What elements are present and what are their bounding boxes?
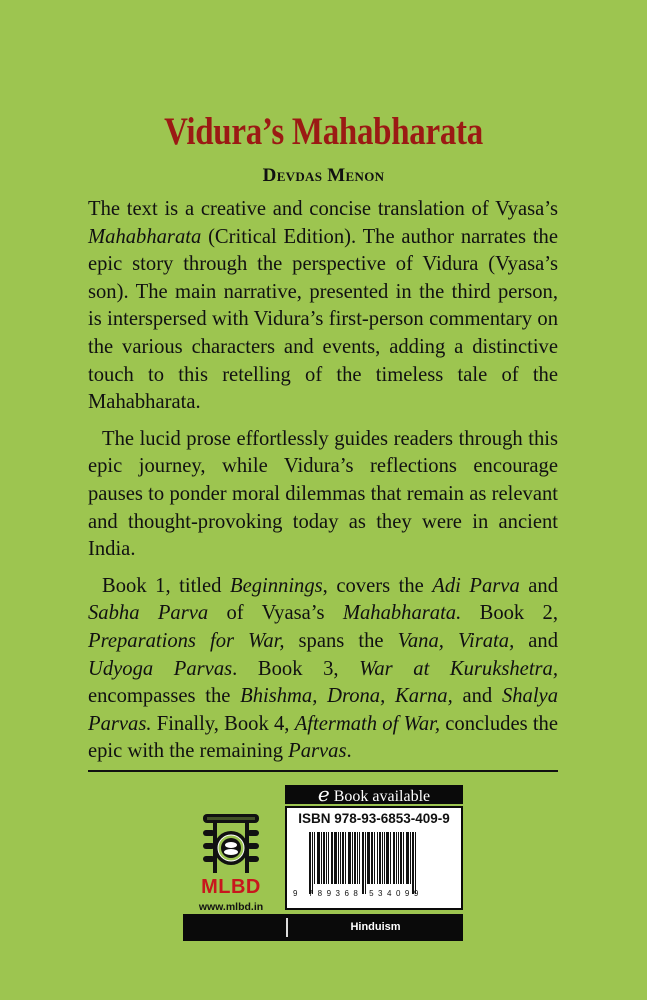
barcode-bar <box>326 832 327 884</box>
barcode-bar <box>317 832 320 884</box>
barcode-bar <box>345 832 346 884</box>
barcode-bar <box>323 832 325 884</box>
barcode-bar <box>396 832 397 884</box>
barcode-bar <box>403 832 404 884</box>
publisher-url: www.mlbd.in <box>198 901 264 913</box>
barcode-bar <box>340 832 341 884</box>
category-label: Hinduism <box>350 921 401 933</box>
barcode-bar <box>338 832 339 884</box>
publisher-logo <box>193 812 269 912</box>
isbn-label: ISBN 978-93-6853-409-9 <box>298 811 450 826</box>
author-name: Devdas Menon <box>262 165 385 186</box>
barcode-bar <box>377 832 378 884</box>
barcode-bar <box>374 832 375 884</box>
barcode-bar <box>406 832 409 884</box>
horizontal-divider <box>88 770 558 772</box>
barcode-digits: 9 789368 534099 <box>293 889 423 898</box>
barcode-bar <box>379 832 381 884</box>
barcode-bar <box>415 832 416 894</box>
barcode-bar <box>359 832 360 884</box>
isbn-barcode <box>285 806 463 910</box>
barcode-bar <box>321 832 322 884</box>
barcode-bar <box>393 832 395 884</box>
blurb-paragraph-2: The lucid prose effortlessly guides readers through this epic journey, while Vidura’s reflections encourage pauses to ponder moral dilemmas that remain as relevant and thought-provoking today as they were in ancient India. <box>88 427 558 561</box>
ebook-label: Book available <box>333 788 431 805</box>
barcode-bar <box>331 832 333 884</box>
barcode-bar <box>309 832 311 894</box>
barcode-bar <box>412 832 414 894</box>
mlbd-emblem-icon <box>201 812 261 876</box>
barcode-bar <box>382 832 383 884</box>
barcode-bar <box>384 832 385 884</box>
publisher-name: MLBD <box>201 876 261 898</box>
barcode-bar <box>342 832 344 884</box>
ebook-available-badge <box>285 782 463 806</box>
ebook-e-icon: e <box>317 782 330 806</box>
barcode-bar <box>354 832 356 884</box>
barcode-bar <box>312 832 313 894</box>
barcode-bar <box>386 832 389 884</box>
barcode-bar <box>314 832 315 884</box>
blurb <box>88 196 558 775</box>
book-title: Vidura’s Mahabharata <box>164 111 483 154</box>
barcode-bars-icon <box>309 832 449 894</box>
barcode-bar <box>371 832 373 884</box>
barcode-bar <box>367 832 370 884</box>
blurb-paragraph-1: The text is a creative and concise translation of Vyasa’s Mahabharata (Critical Edition). The author narrates the epic story through the perspective of Vidura (Vyasa’s son). The main narrative, presented in the third person, is interspersed with Vidura’s first-person commentary on the various characters and events, adding a distinctive touch to this retelling of the timeless tale of the Mahabharata. <box>88 198 558 414</box>
barcode-bar <box>334 832 337 884</box>
barcode-bar <box>390 832 391 884</box>
barcode-bar <box>400 832 402 884</box>
barcode-bar <box>365 832 366 894</box>
barcode-bar <box>410 832 411 884</box>
blurb-paragraph-3: Book 1, titled Beginnings, covers the Adi Parva and Sabha Parva of Vyasa’s Mahabharata. Book 2, Preparations for War, spans the Vana, Virata, and Udyoga Parvas. Book 3, War at Kurukshetra, encompasses the Bhishma, Drona, Karna, and Shalya Parvas. Finally, Book 4, Aftermath of War, concludes the epic with the remaining Parvas. <box>88 574 559 763</box>
category-bar <box>183 914 463 941</box>
barcode-bar <box>328 832 329 884</box>
barcode-bar <box>398 832 399 884</box>
barcode-bar <box>362 832 364 894</box>
barcode-bar <box>357 832 358 884</box>
barcode-bar <box>352 832 353 884</box>
barcode-bar <box>348 832 351 884</box>
